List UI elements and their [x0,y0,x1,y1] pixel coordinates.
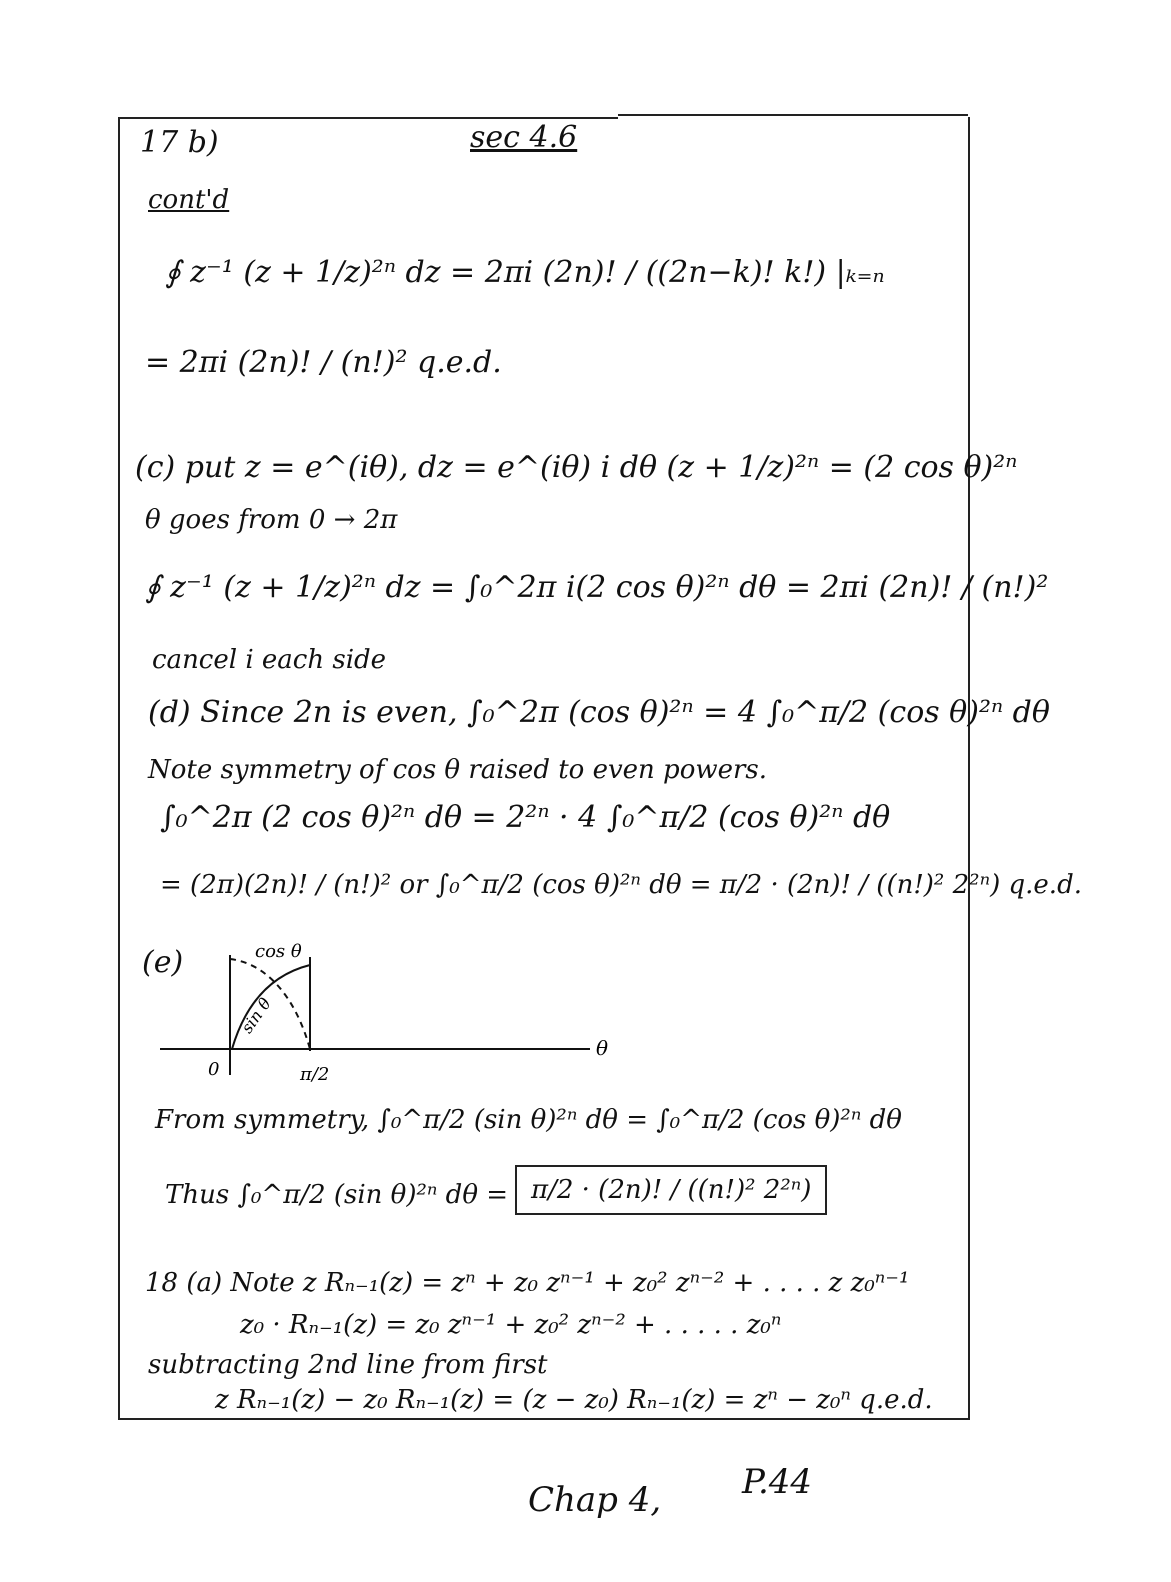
line-d4: = (2π)(2n)! / (n!)² or ∫₀^π/2 (cos θ)²ⁿ dθ = π/2 · (2n)! / ((n!)² 2²ⁿ) q.e.d. [160,870,1082,900]
line-c3: ∮ z⁻¹ (z + 1/z)²ⁿ dz = ∫₀^2π i(2 cos θ)²ⁿ dθ = 2πi (2n)! / (n!)² [145,570,1049,605]
line-c1: (c) put z = e^(iθ), dz = e^(iθ) i dθ (z + 1/z)²ⁿ = (2 cos θ)²ⁿ [135,450,1018,485]
line-e2: From symmetry, ∫₀^π/2 (sin θ)²ⁿ dθ = ∫₀^π/2 (cos θ)²ⁿ dθ [155,1105,902,1135]
line-b1: ∮ z⁻¹ (z + 1/z)²ⁿ dz = 2πi (2n)! / ((2n−k)! k!) |ₖ₌ₙ [165,255,885,290]
line-e3: Thus ∫₀^π/2 (sin θ)²ⁿ dθ = [165,1180,509,1210]
line-d2: Note symmetry of cos θ raised to even powers. [148,755,768,785]
chapter-label: Chap 4, [528,1480,662,1520]
line-e1: (e) [142,945,184,980]
line-18d: z Rₙ₋₁(z) − z₀ Rₙ₋₁(z) = (z − z₀) Rₙ₋₁(z) = zⁿ − z₀ⁿ q.e.d. [215,1385,933,1415]
line-d3: ∫₀^2π (2 cos θ)²ⁿ dθ = 2²ⁿ · 4 ∫₀^π/2 (cos θ)²ⁿ dθ [160,800,891,835]
figure-label-theta: θ [596,1036,609,1060]
line-18b: z₀ · Rₙ₋₁(z) = z₀ zⁿ⁻¹ + z₀² zⁿ⁻² + . . . . . z₀ⁿ [240,1310,782,1340]
line-c2: θ goes from 0 → 2π [145,505,398,535]
answer-box: π/2 · (2n)! / ((n!)² 2²ⁿ) [515,1165,827,1215]
line-18a: 18 (a) Note z Rₙ₋₁(z) = zⁿ + z₀ zⁿ⁻¹ + z₀² zⁿ⁻² + . . . . z z₀ⁿ⁻¹ [145,1268,910,1298]
line-18c: subtracting 2nd line from first [148,1350,548,1380]
figure-label-pi2: π/2 [300,1064,330,1085]
figure-label-zero: 0 [208,1059,220,1080]
figure-label-cos: cos θ [255,941,302,962]
line-c4: cancel i each side [152,645,387,675]
frame-top-right-edge [618,114,968,116]
contd-label: cont'd [148,185,230,215]
problem-label: 17 b) [140,125,219,160]
line-b2: = 2πi (2n)! / (n!)² q.e.d. [145,345,502,380]
page-number: P.44 [742,1462,813,1502]
line-d1: (d) Since 2n is even, ∫₀^2π (cos θ)²ⁿ = 4 ∫₀^π/2 (cos θ)²ⁿ dθ [148,695,1050,730]
sine-cosine-figure [150,935,630,1085]
figure-label-sin: sin θ [237,994,275,1037]
section-title: sec 4.6 [470,120,578,155]
